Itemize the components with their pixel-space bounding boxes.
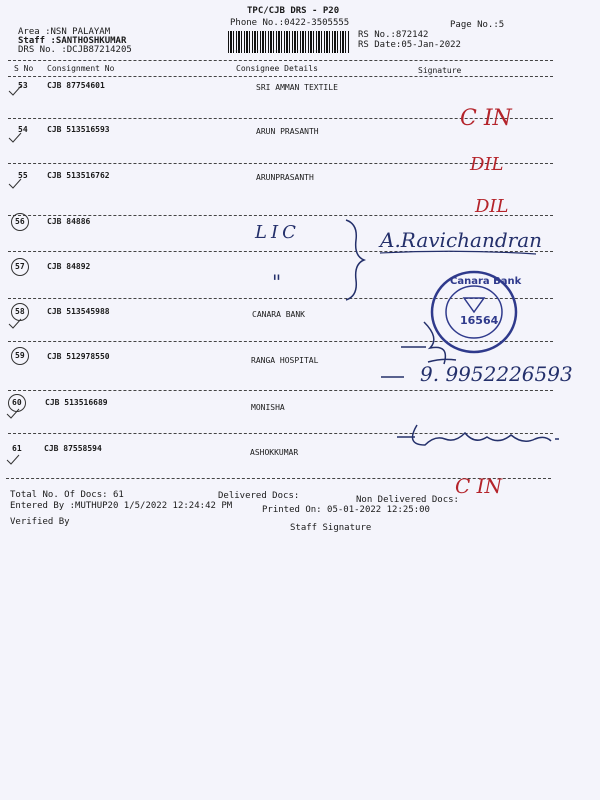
verified-by: Verified By [10, 517, 70, 527]
row-consignment: CJB 87754601 [47, 81, 105, 90]
drs-number: DRS No. :DCJB87214205 [18, 45, 132, 55]
row-consignee: ARUNPRASANTH [256, 173, 314, 182]
handwritten-signature: A.Ravichandran [380, 228, 542, 252]
row-consignee: ARUN PRASANTH [256, 127, 319, 136]
row-sno: 56 [15, 217, 25, 226]
row-consignment: CJB 84886 [47, 217, 91, 226]
row-sno: 54 [18, 125, 28, 134]
row-sno: 57 [15, 262, 25, 271]
printed-on: Printed On: 05-01-2022 12:25:00 [262, 505, 430, 515]
row-consignment: CJB 84892 [47, 262, 91, 271]
brace-mark-icon [340, 218, 370, 302]
row-sno: 58 [15, 307, 25, 316]
rs-date: RS Date:05-Jan-2022 [358, 40, 461, 50]
row-consignment: CJB 513545988 [47, 307, 110, 316]
row-sno: 55 [18, 171, 28, 180]
tick-mark-icon [8, 318, 22, 330]
row-sno: 60 [12, 398, 22, 407]
non-delivered-docs: Non Delivered Docs: [356, 495, 459, 505]
row-sno: 53 [18, 81, 28, 90]
delivered-docs: Delivered Docs: [218, 491, 300, 501]
area-label: Area :NSN PALAYAM [18, 27, 111, 37]
underline-stroke-icon [378, 248, 538, 258]
staff-signature: Staff Signature [290, 523, 372, 533]
row-consignment: CJB 513516762 [47, 171, 110, 180]
handwritten-cin: C IN [455, 474, 503, 498]
row-consignee: SRI AMMAN TEXTILE [256, 83, 338, 92]
divider [8, 60, 553, 61]
handwritten-dil: DIL [475, 196, 509, 217]
column-sno: S No [14, 64, 34, 73]
entered-by: Entered By :MUTHUP20 1/5/2022 12:24:42 PM [10, 501, 233, 511]
row-consignee: CANARA BANK [252, 310, 305, 319]
row-consignment: CJB 513516593 [47, 125, 110, 134]
row-sno: 61 [12, 444, 22, 453]
row-consignment: CJB 513516689 [45, 398, 108, 407]
signature-scribble-icon [420, 318, 460, 368]
row-consignment: CJB 87558594 [44, 444, 102, 453]
row-sno: 59 [15, 351, 25, 360]
rs-number: RS No.:872142 [358, 30, 429, 40]
signature-scribble-icon [395, 415, 570, 455]
stamp-code: 16564 [460, 314, 499, 327]
document-title: TPC/CJB DRS - P20 [247, 6, 340, 16]
divider [8, 215, 553, 216]
handwritten-dil: DIL [470, 154, 504, 175]
row-consignee: MONISHA [251, 403, 285, 412]
row-consignee: RANGA HOSPITAL [251, 356, 319, 365]
page-number: Page No.:5 [450, 20, 505, 30]
total-docs: Total No. Of Docs: 61 [10, 490, 124, 500]
handwritten-phone: 9. 9952226593 [420, 362, 573, 386]
handwritten-cin: C IN [460, 106, 512, 131]
dash-stroke-icon [380, 374, 406, 380]
staff-label: Staff :SANTHOSHKUMAR [18, 36, 127, 46]
tick-mark-icon [6, 454, 20, 466]
row-consignment: CJB 512978550 [47, 352, 110, 361]
column-signature: Signature [418, 66, 462, 75]
column-consignee: Consignee Details [236, 64, 318, 73]
tick-mark-icon [6, 408, 20, 420]
row-consignee: ASHOKKUMAR [250, 448, 299, 457]
stamp-bank-name: Canara Bank [450, 276, 522, 287]
tick-mark-icon [8, 85, 22, 97]
handwritten-lic: LIC [255, 222, 300, 243]
divider [8, 390, 553, 391]
tick-mark-icon [8, 132, 22, 144]
dash-stroke-icon [400, 344, 428, 350]
tick-mark-icon [8, 178, 22, 190]
divider [8, 76, 553, 77]
phone-number: Phone No.:0422-3505555 [230, 18, 350, 28]
column-consignment: Consignment No [47, 64, 115, 73]
handwritten-ditto: " [272, 270, 282, 294]
barcode [228, 31, 350, 53]
